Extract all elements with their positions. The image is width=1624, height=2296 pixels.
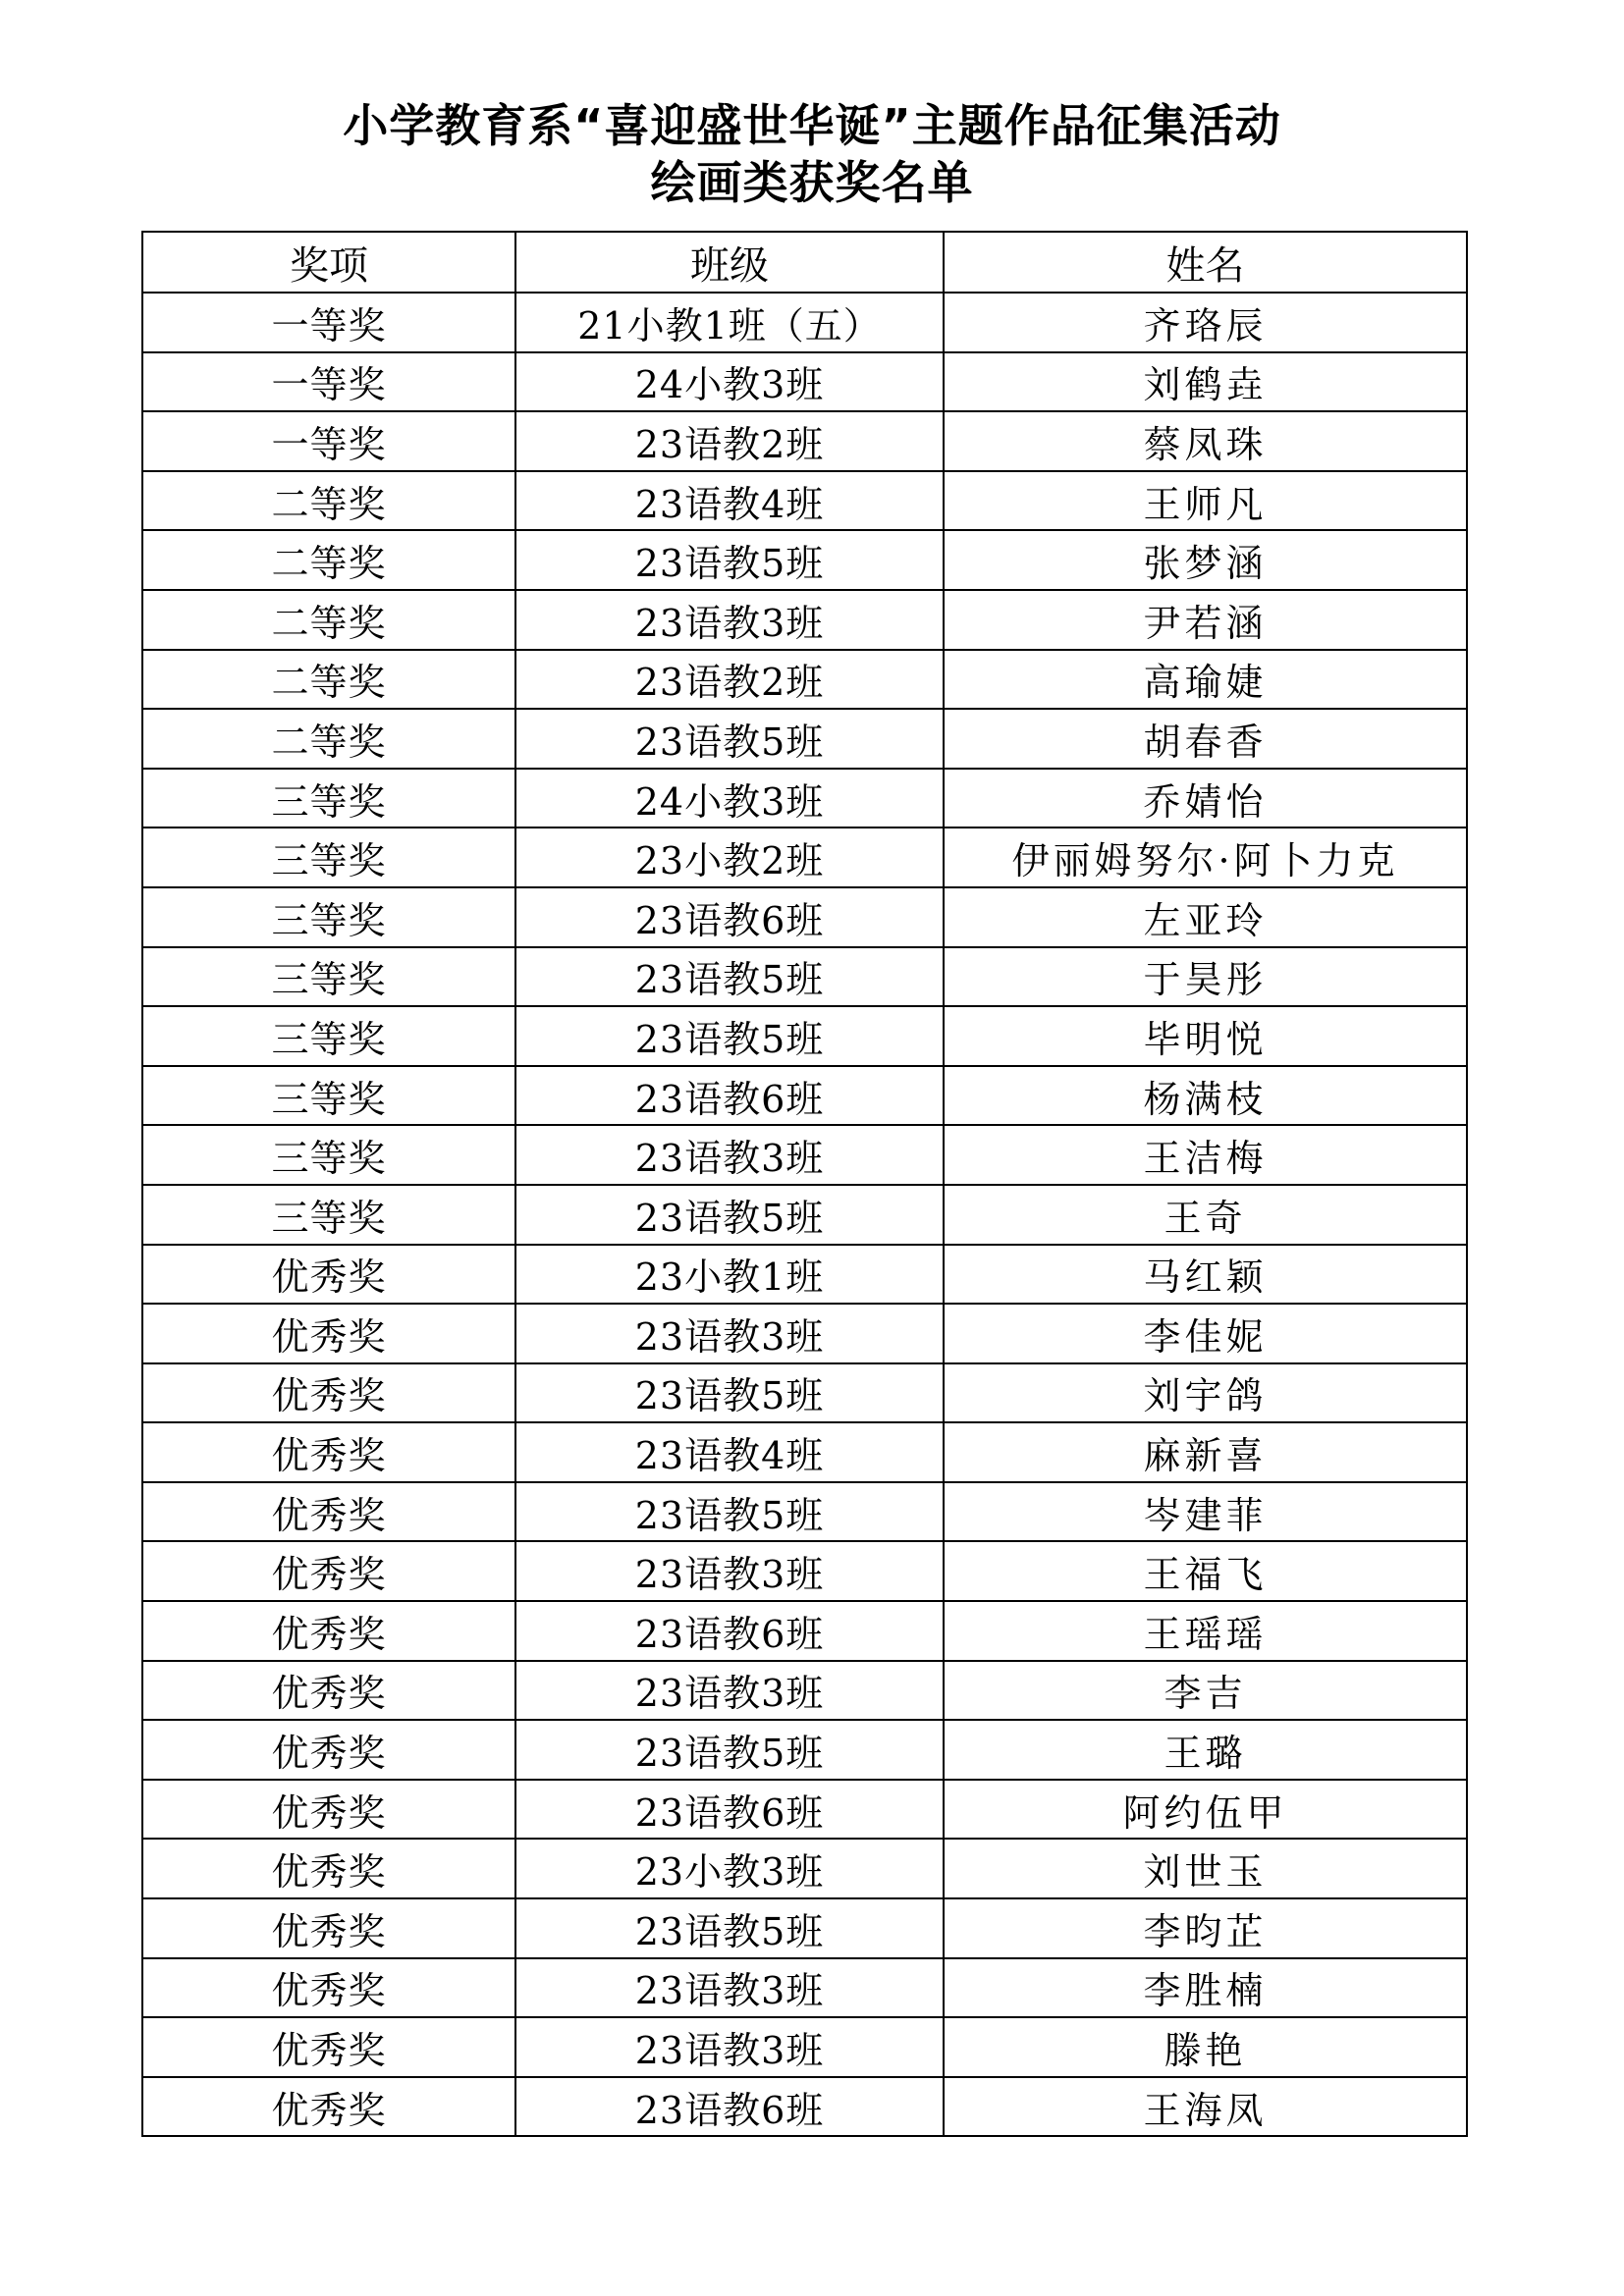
table-row xyxy=(142,1720,1467,1780)
award-cell: 优秀奖 xyxy=(142,1661,515,1721)
class-cell: 23语教6班 xyxy=(515,1601,944,1661)
table-row xyxy=(142,1482,1467,1542)
award-cell: 三等奖 xyxy=(142,887,515,947)
class-cell: 23语教3班 xyxy=(515,1661,944,1721)
table-row xyxy=(142,1304,1467,1363)
name-cell: 毕明悦 xyxy=(944,1006,1467,1066)
table-row xyxy=(142,1541,1467,1601)
table-row xyxy=(142,2017,1467,2077)
class-cell: 23语教5班 xyxy=(515,1363,944,1423)
award-cell: 二等奖 xyxy=(142,709,515,769)
award-cell: 三等奖 xyxy=(142,769,515,828)
table-row xyxy=(142,1958,1467,2018)
award-cell: 三等奖 xyxy=(142,1185,515,1245)
name-cell: 王福飞 xyxy=(944,1541,1467,1601)
table-row xyxy=(142,352,1467,412)
name-cell: 伊丽姆努尔·阿卜力克 xyxy=(944,828,1467,887)
table-row xyxy=(142,650,1467,710)
name-cell: 李吉 xyxy=(944,1661,1467,1721)
name-cell: 岑建菲 xyxy=(944,1482,1467,1542)
table-row xyxy=(142,1363,1467,1423)
award-cell: 优秀奖 xyxy=(142,1780,515,1840)
name-cell: 李佳妮 xyxy=(944,1304,1467,1363)
class-cell: 23语教5班 xyxy=(515,530,944,590)
table-row xyxy=(142,709,1467,769)
award-cell: 三等奖 xyxy=(142,828,515,887)
class-cell: 23语教4班 xyxy=(515,471,944,531)
award-cell: 三等奖 xyxy=(142,947,515,1007)
class-cell: 23语教3班 xyxy=(515,1304,944,1363)
header-name: 姓名 xyxy=(944,232,1467,293)
class-cell: 21小教1班（五） xyxy=(515,293,944,352)
table-row xyxy=(142,411,1467,471)
class-cell: 23语教5班 xyxy=(515,709,944,769)
class-cell: 23语教3班 xyxy=(515,1541,944,1601)
class-cell: 23语教2班 xyxy=(515,650,944,710)
name-cell: 齐珞辰 xyxy=(944,293,1467,352)
table-row xyxy=(142,2077,1467,2137)
table-row xyxy=(142,293,1467,352)
table-row xyxy=(142,1125,1467,1185)
class-cell: 23语教5班 xyxy=(515,1185,944,1245)
class-cell: 23语教4班 xyxy=(515,1422,944,1482)
name-cell: 张梦涵 xyxy=(944,530,1467,590)
award-cell: 二等奖 xyxy=(142,530,515,590)
class-cell: 23语教5班 xyxy=(515,1720,944,1780)
award-cell: 二等奖 xyxy=(142,650,515,710)
award-cell: 优秀奖 xyxy=(142,1958,515,2018)
table-row xyxy=(142,1006,1467,1066)
class-cell: 23语教6班 xyxy=(515,2077,944,2137)
table-row xyxy=(142,828,1467,887)
table-row xyxy=(142,1839,1467,1898)
table-row xyxy=(142,530,1467,590)
award-cell: 优秀奖 xyxy=(142,1245,515,1305)
table-row xyxy=(142,590,1467,650)
class-cell: 24小教3班 xyxy=(515,769,944,828)
name-cell: 王洁梅 xyxy=(944,1125,1467,1185)
award-cell: 优秀奖 xyxy=(142,1601,515,1661)
table-row xyxy=(142,1601,1467,1661)
class-cell: 23语教3班 xyxy=(515,2017,944,2077)
name-cell: 王璐 xyxy=(944,1720,1467,1780)
name-cell: 滕艳 xyxy=(944,2017,1467,2077)
award-list-table xyxy=(141,231,1468,2137)
award-cell: 优秀奖 xyxy=(142,2017,515,2077)
table-row xyxy=(142,1780,1467,1840)
class-cell: 23语教6班 xyxy=(515,887,944,947)
table-row xyxy=(142,1422,1467,1482)
name-cell: 高瑜婕 xyxy=(944,650,1467,710)
award-cell: 三等奖 xyxy=(142,1125,515,1185)
table-row xyxy=(142,947,1467,1007)
award-cell: 优秀奖 xyxy=(142,1839,515,1898)
table-row xyxy=(142,769,1467,828)
name-cell: 麻新喜 xyxy=(944,1422,1467,1482)
award-cell: 优秀奖 xyxy=(142,1898,515,1958)
class-cell: 23语教2班 xyxy=(515,411,944,471)
name-cell: 王奇 xyxy=(944,1185,1467,1245)
award-cell: 一等奖 xyxy=(142,411,515,471)
award-cell: 三等奖 xyxy=(142,1066,515,1126)
name-cell: 乔婧怡 xyxy=(944,769,1467,828)
class-cell: 23小教2班 xyxy=(515,828,944,887)
header-class: 班级 xyxy=(515,232,944,293)
table-row xyxy=(142,471,1467,531)
name-cell: 王瑶瑶 xyxy=(944,1601,1467,1661)
name-cell: 杨满枝 xyxy=(944,1066,1467,1126)
award-cell: 三等奖 xyxy=(142,1006,515,1066)
award-cell: 二等奖 xyxy=(142,471,515,531)
table-row xyxy=(142,1185,1467,1245)
document-subtitle: 绘画类获奖名单 xyxy=(650,156,974,209)
document-title: 小学教育系“喜迎盛世华诞”主题作品征集活动 xyxy=(343,99,1281,152)
class-cell: 23小教3班 xyxy=(515,1839,944,1898)
name-cell: 左亚玲 xyxy=(944,887,1467,947)
name-cell: 蔡凤珠 xyxy=(944,411,1467,471)
class-cell: 23语教5班 xyxy=(515,1898,944,1958)
award-cell: 优秀奖 xyxy=(142,1720,515,1780)
award-cell: 优秀奖 xyxy=(142,2077,515,2137)
class-cell: 24小教3班 xyxy=(515,352,944,412)
class-cell: 23语教5班 xyxy=(515,1482,944,1542)
class-cell: 23语教5班 xyxy=(515,1006,944,1066)
header-award: 奖项 xyxy=(142,232,515,293)
class-cell: 23语教3班 xyxy=(515,1125,944,1185)
name-cell: 王师凡 xyxy=(944,471,1467,531)
name-cell: 王海凤 xyxy=(944,2077,1467,2137)
table-body xyxy=(142,293,1467,2136)
class-cell: 23语教3班 xyxy=(515,590,944,650)
name-cell: 刘鹤垚 xyxy=(944,352,1467,412)
name-cell: 李胜楠 xyxy=(944,1958,1467,2018)
award-cell: 一等奖 xyxy=(142,352,515,412)
award-cell: 优秀奖 xyxy=(142,1541,515,1601)
name-cell: 刘宇鸽 xyxy=(944,1363,1467,1423)
class-cell: 23语教6班 xyxy=(515,1780,944,1840)
name-cell: 于昊彤 xyxy=(944,947,1467,1007)
class-cell: 23小教1班 xyxy=(515,1245,944,1305)
name-cell: 刘世玉 xyxy=(944,1839,1467,1898)
award-cell: 优秀奖 xyxy=(142,1363,515,1423)
name-cell: 胡春香 xyxy=(944,709,1467,769)
table-row xyxy=(142,1245,1467,1305)
award-cell: 优秀奖 xyxy=(142,1304,515,1363)
award-cell: 二等奖 xyxy=(142,590,515,650)
table-header-row xyxy=(142,232,1467,293)
table-row xyxy=(142,1661,1467,1721)
award-cell: 优秀奖 xyxy=(142,1422,515,1482)
class-cell: 23语教3班 xyxy=(515,1958,944,2018)
name-cell: 马红颖 xyxy=(944,1245,1467,1305)
table-row xyxy=(142,887,1467,947)
table-row xyxy=(142,1898,1467,1958)
award-cell: 优秀奖 xyxy=(142,1482,515,1542)
name-cell: 尹若涵 xyxy=(944,590,1467,650)
class-cell: 23语教5班 xyxy=(515,947,944,1007)
name-cell: 李昀芷 xyxy=(944,1898,1467,1958)
class-cell: 23语教6班 xyxy=(515,1066,944,1126)
table-row xyxy=(142,1066,1467,1126)
name-cell: 阿约伍甲 xyxy=(944,1780,1467,1840)
award-cell: 一等奖 xyxy=(142,293,515,352)
